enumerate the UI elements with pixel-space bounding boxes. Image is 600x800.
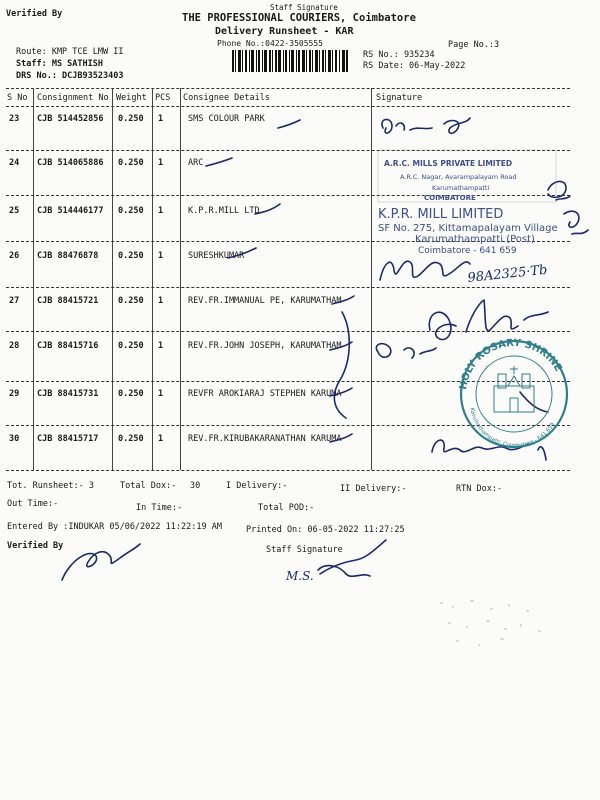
signature-row-28	[376, 344, 436, 358]
row-28-sno: 28	[9, 341, 20, 351]
verified-by-top: Verified By	[6, 9, 63, 19]
row-27-consignee: REV.FR.IMMANUAL PE, KARUMATHAM	[188, 296, 342, 306]
staff-name: Staff: MS SATHISH	[16, 59, 103, 69]
row-25-consignment: CJB 514446177	[37, 206, 104, 216]
printed-on: Printed On: 06-05-2022 11:27:25	[246, 525, 405, 535]
staff-handwriting: M.S.	[286, 569, 314, 583]
tick-mark	[330, 388, 352, 396]
row-24-consignment: CJB 514065886	[37, 158, 104, 168]
row-24-sno: 24	[9, 158, 20, 168]
row-26-pcs: 1	[158, 251, 164, 261]
tick-mark	[206, 158, 232, 166]
arc-stamp-line4: COIMBATORE	[424, 194, 476, 202]
tick-mark	[332, 296, 354, 304]
holy-rosary-shrine-stamp	[458, 338, 567, 449]
tick-mark	[255, 204, 280, 214]
tot-runsheet: Tot. Runsheet:- 3	[7, 481, 94, 491]
out-time: Out Time:-	[7, 499, 59, 509]
kpr-stamp-line2: Karumathampatti (Post)	[415, 234, 535, 245]
runsheet-subtitle: Delivery Runsheet - KAR	[215, 26, 354, 37]
tick-mark	[278, 120, 300, 128]
row-30-consignment: CJB 88415717	[37, 434, 99, 444]
row-27-pcs: 1	[158, 296, 164, 306]
row-25-weight: 0.250	[118, 206, 144, 216]
row-30-consignee: REV.FR.KIRUBAKARANATHAN KARUMA	[188, 434, 342, 444]
row-26-sno: 26	[9, 251, 20, 261]
margin-scribble	[548, 181, 570, 200]
arc-stamp-line3: Karumathampatti	[432, 184, 490, 192]
drs-number: DRS No.: DCJB93523403	[16, 71, 124, 81]
row-27-sno: 27	[9, 296, 20, 306]
row-28-weight: 0.250	[118, 341, 144, 351]
row-25-consignee: K.P.R.MILL LTD	[188, 206, 260, 216]
staff-signature-label: Staff Signature	[266, 545, 343, 555]
entered-by: Entered By :INDUKAR 05/06/2022 11:22:19 AM	[7, 522, 222, 532]
arc-stamp-line2: A.R.C. Nagar, Avarampalayam Road	[400, 173, 517, 181]
signature-row-23	[382, 118, 470, 133]
col-header-pcs: PCS	[155, 93, 171, 103]
row-27-weight: 0.250	[118, 296, 144, 306]
handwritten-phone: 98A2325·Tb	[466, 262, 549, 286]
kpr-stamp-title: K.P.R. MILL LIMITED	[378, 207, 504, 222]
row-25-sno: 25	[9, 206, 20, 216]
row-24-pcs: 1	[158, 158, 164, 168]
row-26-consignee: SURESHKUMAR	[188, 251, 245, 261]
total-dox-label: Total Dox:-	[120, 481, 177, 491]
col-header-weight: Weight	[116, 93, 147, 103]
shrine-stamp-text: HOLY ROSARY SHRINE	[458, 337, 564, 391]
page-number: Page No.:3	[448, 40, 500, 50]
scan-noise	[430, 596, 560, 656]
in-time: In Time:-	[136, 503, 183, 513]
row-24-consignee: ARC	[188, 158, 204, 168]
row-24-weight: 0.250	[118, 158, 144, 168]
row-23-consignee: SMS COLOUR PARK	[188, 114, 265, 124]
bracket-mark	[334, 312, 349, 418]
row-30-weight: 0.250	[118, 434, 144, 444]
row-28-consignment: CJB 88415716	[37, 341, 99, 351]
row-23-weight: 0.250	[118, 114, 144, 124]
row-28-consignee: REV.FR.JOHN JOSEPH, KARUMATHAM	[188, 341, 342, 351]
row-30-sno: 30	[9, 434, 20, 444]
staff-signature-top: Staff Signature	[270, 3, 338, 12]
verified-by-signature	[62, 544, 140, 580]
row-25-pcs: 1	[158, 206, 164, 216]
row-26-weight: 0.250	[118, 251, 144, 261]
i-delivery: I Delivery:-	[226, 481, 288, 491]
total-dox-value: 30	[190, 481, 201, 491]
arc-mills-stamp	[378, 150, 556, 202]
ii-delivery: II Delivery:-	[340, 484, 407, 494]
row-29-pcs: 1	[158, 389, 164, 399]
row-23-pcs: 1	[158, 114, 164, 124]
row-23-sno: 23	[9, 114, 20, 124]
row-26-consignment: CJB 88476878	[37, 251, 99, 261]
route: Route: KMP TCE LMW II	[16, 47, 124, 57]
row-29-consignment: CJB 88415731	[37, 389, 99, 399]
row-27-consignment: CJB 88415721	[37, 296, 99, 306]
arc-stamp-line1: A.R.C. MILLS PRIVATE LIMITED	[384, 159, 513, 168]
signature-row-26	[380, 261, 470, 280]
row-29-weight: 0.250	[118, 389, 144, 399]
phone-number: Phone No.:0422-3505555	[217, 39, 323, 48]
shrine-stamp-bottom: Karumathampatti, Coimbatore - 641 659	[468, 407, 557, 450]
tick-mark	[330, 434, 352, 442]
row-23-consignment: CJB 514452856	[37, 114, 104, 124]
verified-by-label: Verified By	[7, 541, 64, 551]
col-header-consignment: Consignment No	[37, 93, 109, 103]
company-name: THE PROFESSIONAL COURIERS, Coimbatore	[182, 12, 416, 24]
total-pod: Total POD:-	[258, 503, 315, 513]
col-header-consignee: Consignee Details	[183, 93, 270, 103]
rs-number: RS No.: 935234	[363, 50, 435, 60]
tick-mark	[228, 248, 256, 258]
row-29-sno: 29	[9, 389, 20, 399]
rtn-dox: RTN Dox:-	[456, 484, 503, 494]
kpr-mill-stamp	[378, 207, 558, 256]
kpr-stamp-line3: Coimbatore - 641 659	[418, 246, 517, 256]
row-30-pcs: 1	[158, 434, 164, 444]
col-header-sno: S No	[7, 93, 28, 103]
col-header-signature: Signature	[376, 93, 423, 103]
signature-row-27	[429, 300, 548, 340]
rs-date: RS Date: 06-May-2022	[363, 61, 466, 71]
row-29-consignee: REVFR AROKIARAJ STEPHEN KARUMA	[188, 389, 342, 399]
margin-scribble	[564, 211, 588, 234]
row-28-pcs: 1	[158, 341, 164, 351]
kpr-stamp-line1: SF No. 275, Kittamapalayam Village	[378, 223, 558, 234]
